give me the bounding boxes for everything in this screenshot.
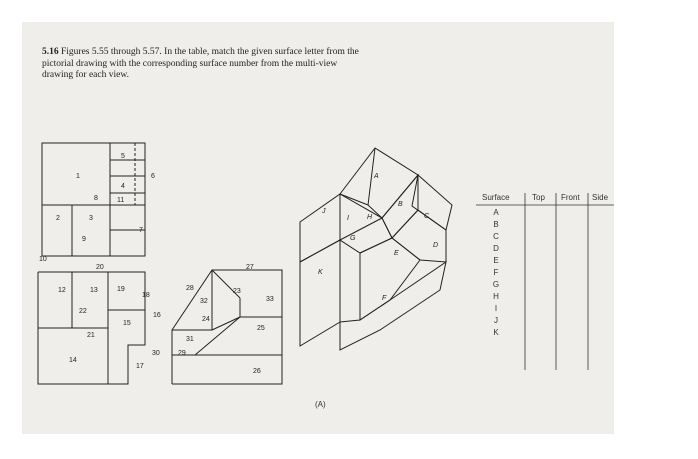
top-label: 9 — [82, 236, 86, 243]
table-row-label: E — [493, 256, 499, 265]
figure-caption: (A) — [315, 400, 326, 409]
front-label: 17 — [136, 363, 144, 370]
side-label: 27 — [246, 264, 254, 271]
side-label: 23 — [233, 288, 241, 295]
front-label: 12 — [58, 287, 66, 294]
problem-number: 5.16 — [42, 47, 59, 57]
pictorial-label: I — [347, 215, 349, 222]
top-label: 11 — [117, 197, 125, 204]
pictorial-label: K — [318, 269, 323, 276]
top-label: 4 — [121, 183, 125, 190]
top-label: 3 — [89, 215, 93, 222]
table-row-label: G — [492, 280, 500, 289]
front-label: 19 — [117, 286, 125, 293]
front-label: 16 — [153, 312, 161, 319]
pictorial-label: H — [367, 214, 373, 221]
side-label: 25 — [257, 325, 265, 332]
front-label: 13 — [90, 287, 98, 294]
side-label: 28 — [186, 285, 194, 292]
table-row-label: C — [493, 232, 499, 241]
side-label: 26 — [253, 368, 261, 375]
pictorial-label: F — [382, 295, 387, 302]
table-row-label: J — [494, 316, 498, 325]
table-row-label: B — [493, 220, 499, 229]
side-label: 30 — [152, 350, 160, 357]
front-label: 18 — [142, 292, 150, 299]
table-row-label: D — [493, 244, 499, 253]
table-header-front: Front — [561, 193, 580, 202]
side-label: 29 — [178, 350, 186, 357]
problem-text: Figures 5.55 through 5.57. In the table, match the given surface letter from the pictorial drawing with the corresponding surface number from the multi-view drawing for each view. — [42, 47, 359, 80]
top-label: 10 — [39, 256, 47, 263]
table-row-label: K — [493, 328, 499, 337]
table-row-label: A — [493, 208, 499, 217]
front-label: 21 — [87, 332, 95, 339]
pictorial-label: C — [424, 213, 430, 220]
top-label: 7 — [139, 227, 143, 234]
front-label: 15 — [123, 320, 131, 327]
pictorial-label: E — [394, 250, 399, 257]
top-label: 5 — [121, 153, 125, 160]
top-label: 8 — [94, 195, 98, 202]
top-label: 2 — [56, 215, 60, 222]
pictorial-label: J — [322, 208, 326, 215]
table-row-label: I — [494, 304, 498, 313]
pictorial-label: B — [398, 201, 403, 208]
side-label: 33 — [266, 296, 274, 303]
front-label: 20 — [96, 264, 104, 271]
side-label: 32 — [200, 298, 208, 305]
side-label: 24 — [202, 316, 210, 323]
table-header-side: Side — [592, 193, 609, 202]
top-label: 6 — [151, 173, 155, 180]
side-label: 31 — [186, 336, 194, 343]
table-row-label: F — [493, 268, 499, 277]
top-label: 1 — [76, 173, 80, 180]
front-label: 22 — [79, 308, 87, 315]
table-header-surface: Surface — [482, 193, 510, 202]
pictorial-label: D — [433, 242, 439, 249]
pictorial-label: A — [374, 173, 379, 180]
table-header-top: Top — [532, 193, 545, 202]
front-label: 14 — [69, 357, 77, 364]
table-row-label: H — [493, 292, 499, 301]
pictorial-label: G — [350, 235, 356, 242]
